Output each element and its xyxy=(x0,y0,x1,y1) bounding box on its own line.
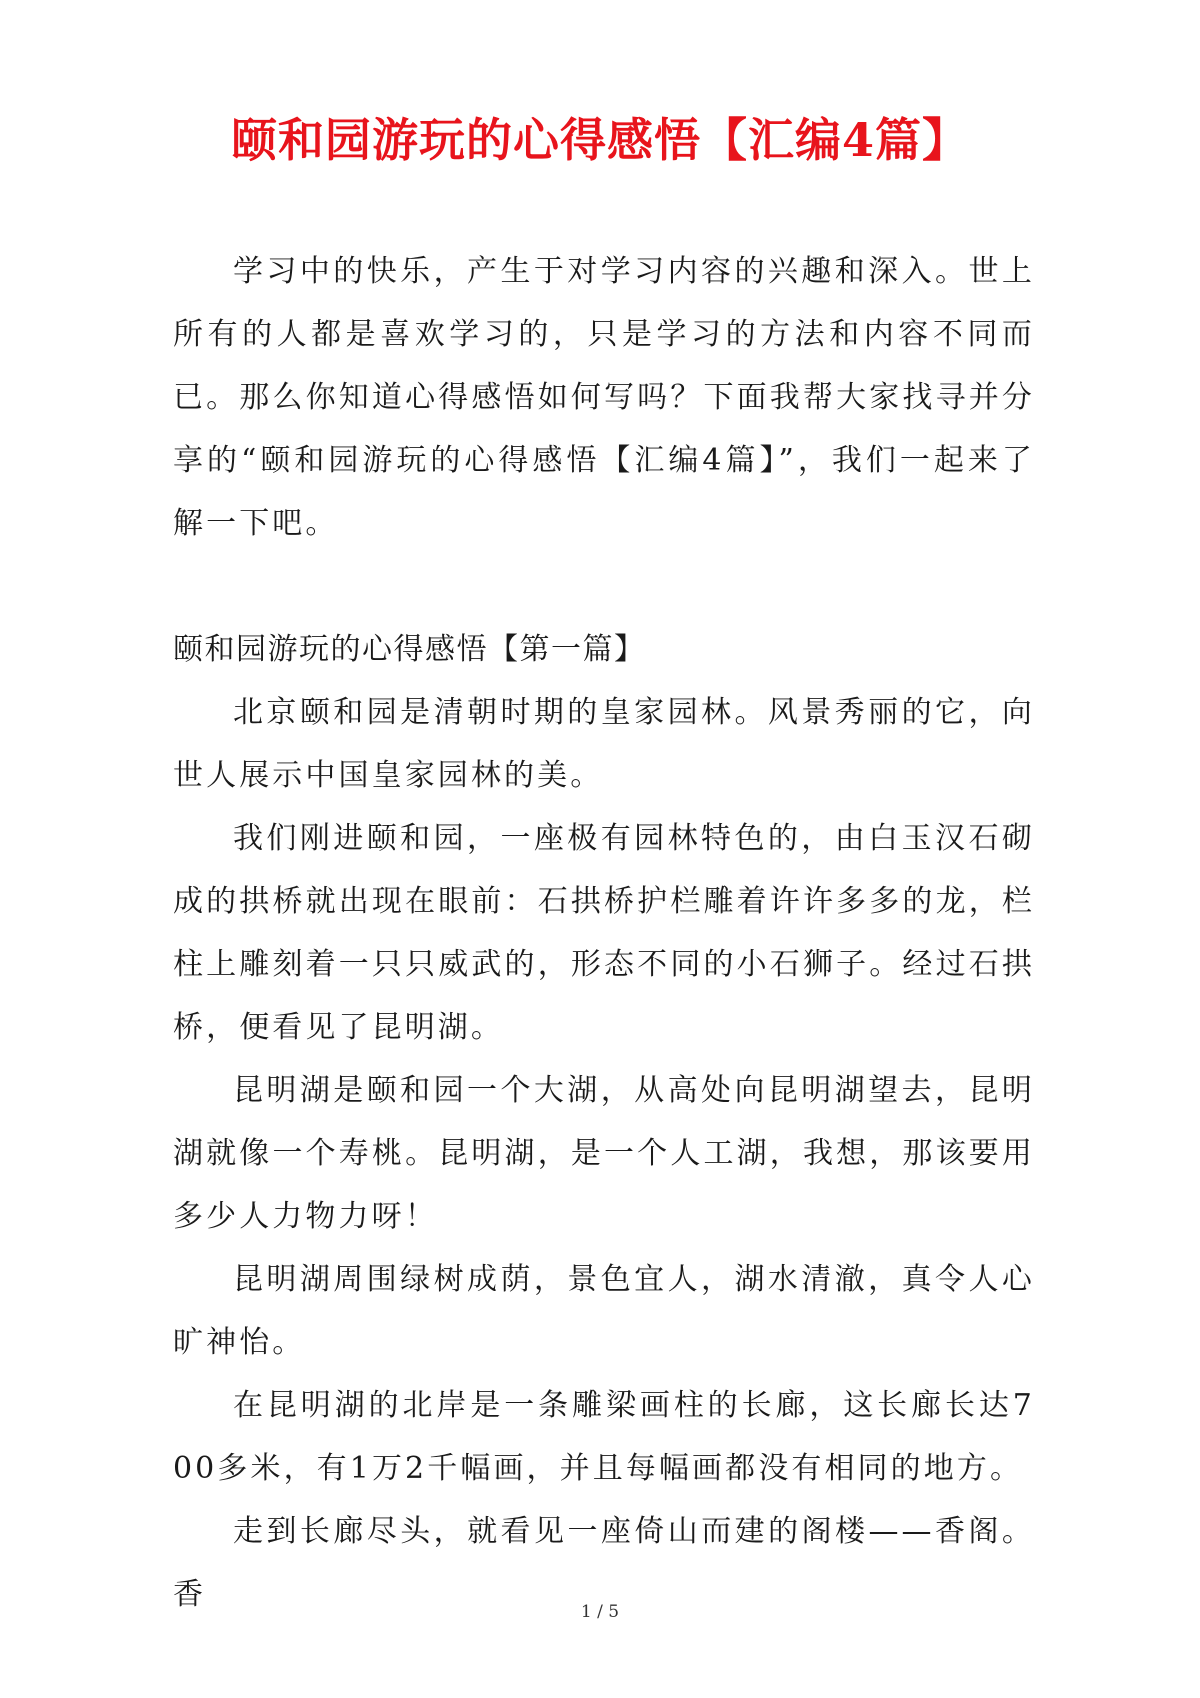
document-body xyxy=(173,240,1035,1626)
document-title: 颐和园游玩的心得感悟【汇编4篇】 xyxy=(230,113,969,167)
body-paragraph: 昆明湖周围绿树成荫，景色宜人，湖水清澈，真令人心旷神怡。 xyxy=(173,1262,1035,1360)
paragraph-gap xyxy=(173,555,1035,618)
body-paragraph: 走到长廊尽头，就看见一座倚山而建的阁楼——香阁。香 xyxy=(173,1514,1035,1612)
body-paragraph: 北京颐和园是清朝时期的皇家园林。风景秀丽的它，向世人展示中国皇家园林的美。 xyxy=(173,695,1035,793)
body-paragraph: 我们刚进颐和园，一座极有园林特色的，由白玉汉石砌成的拱桥就出现在眼前：石拱桥护栏雕着许许多多的龙，栏柱上雕刻着一只只威武的，形态不同的小石狮子。经过石拱桥，便看见了昆明湖。 xyxy=(173,821,1035,1045)
body-paragraph: 在昆明湖的北岸是一条雕梁画柱的长廊，这长廊长达700多米，有1万2千幅画，并且每幅画都没有相同的地方。 xyxy=(173,1388,1035,1486)
body-paragraph: 昆明湖是颐和园一个大湖，从高处向昆明湖望去，昆明湖就像一个寿桃。昆明湖，是一个人工湖，我想，那该要用多少人力物力呀！ xyxy=(173,1073,1035,1234)
section-heading: 颐和园游玩的心得感悟【第一篇】 xyxy=(173,632,646,667)
page-number: 1 / 5 xyxy=(580,1602,620,1622)
intro-paragraph: 学习中的快乐，产生于对学习内容的兴趣和深入。世上所有的人都是喜欢学习的，只是学习的方法和内容不同而已。那么你知道心得感悟如何写吗？下面我帮大家找寻并分享的“颐和园游玩的心得感悟【汇编4篇】”，我们一起来了解一下吧。 xyxy=(173,254,1035,541)
